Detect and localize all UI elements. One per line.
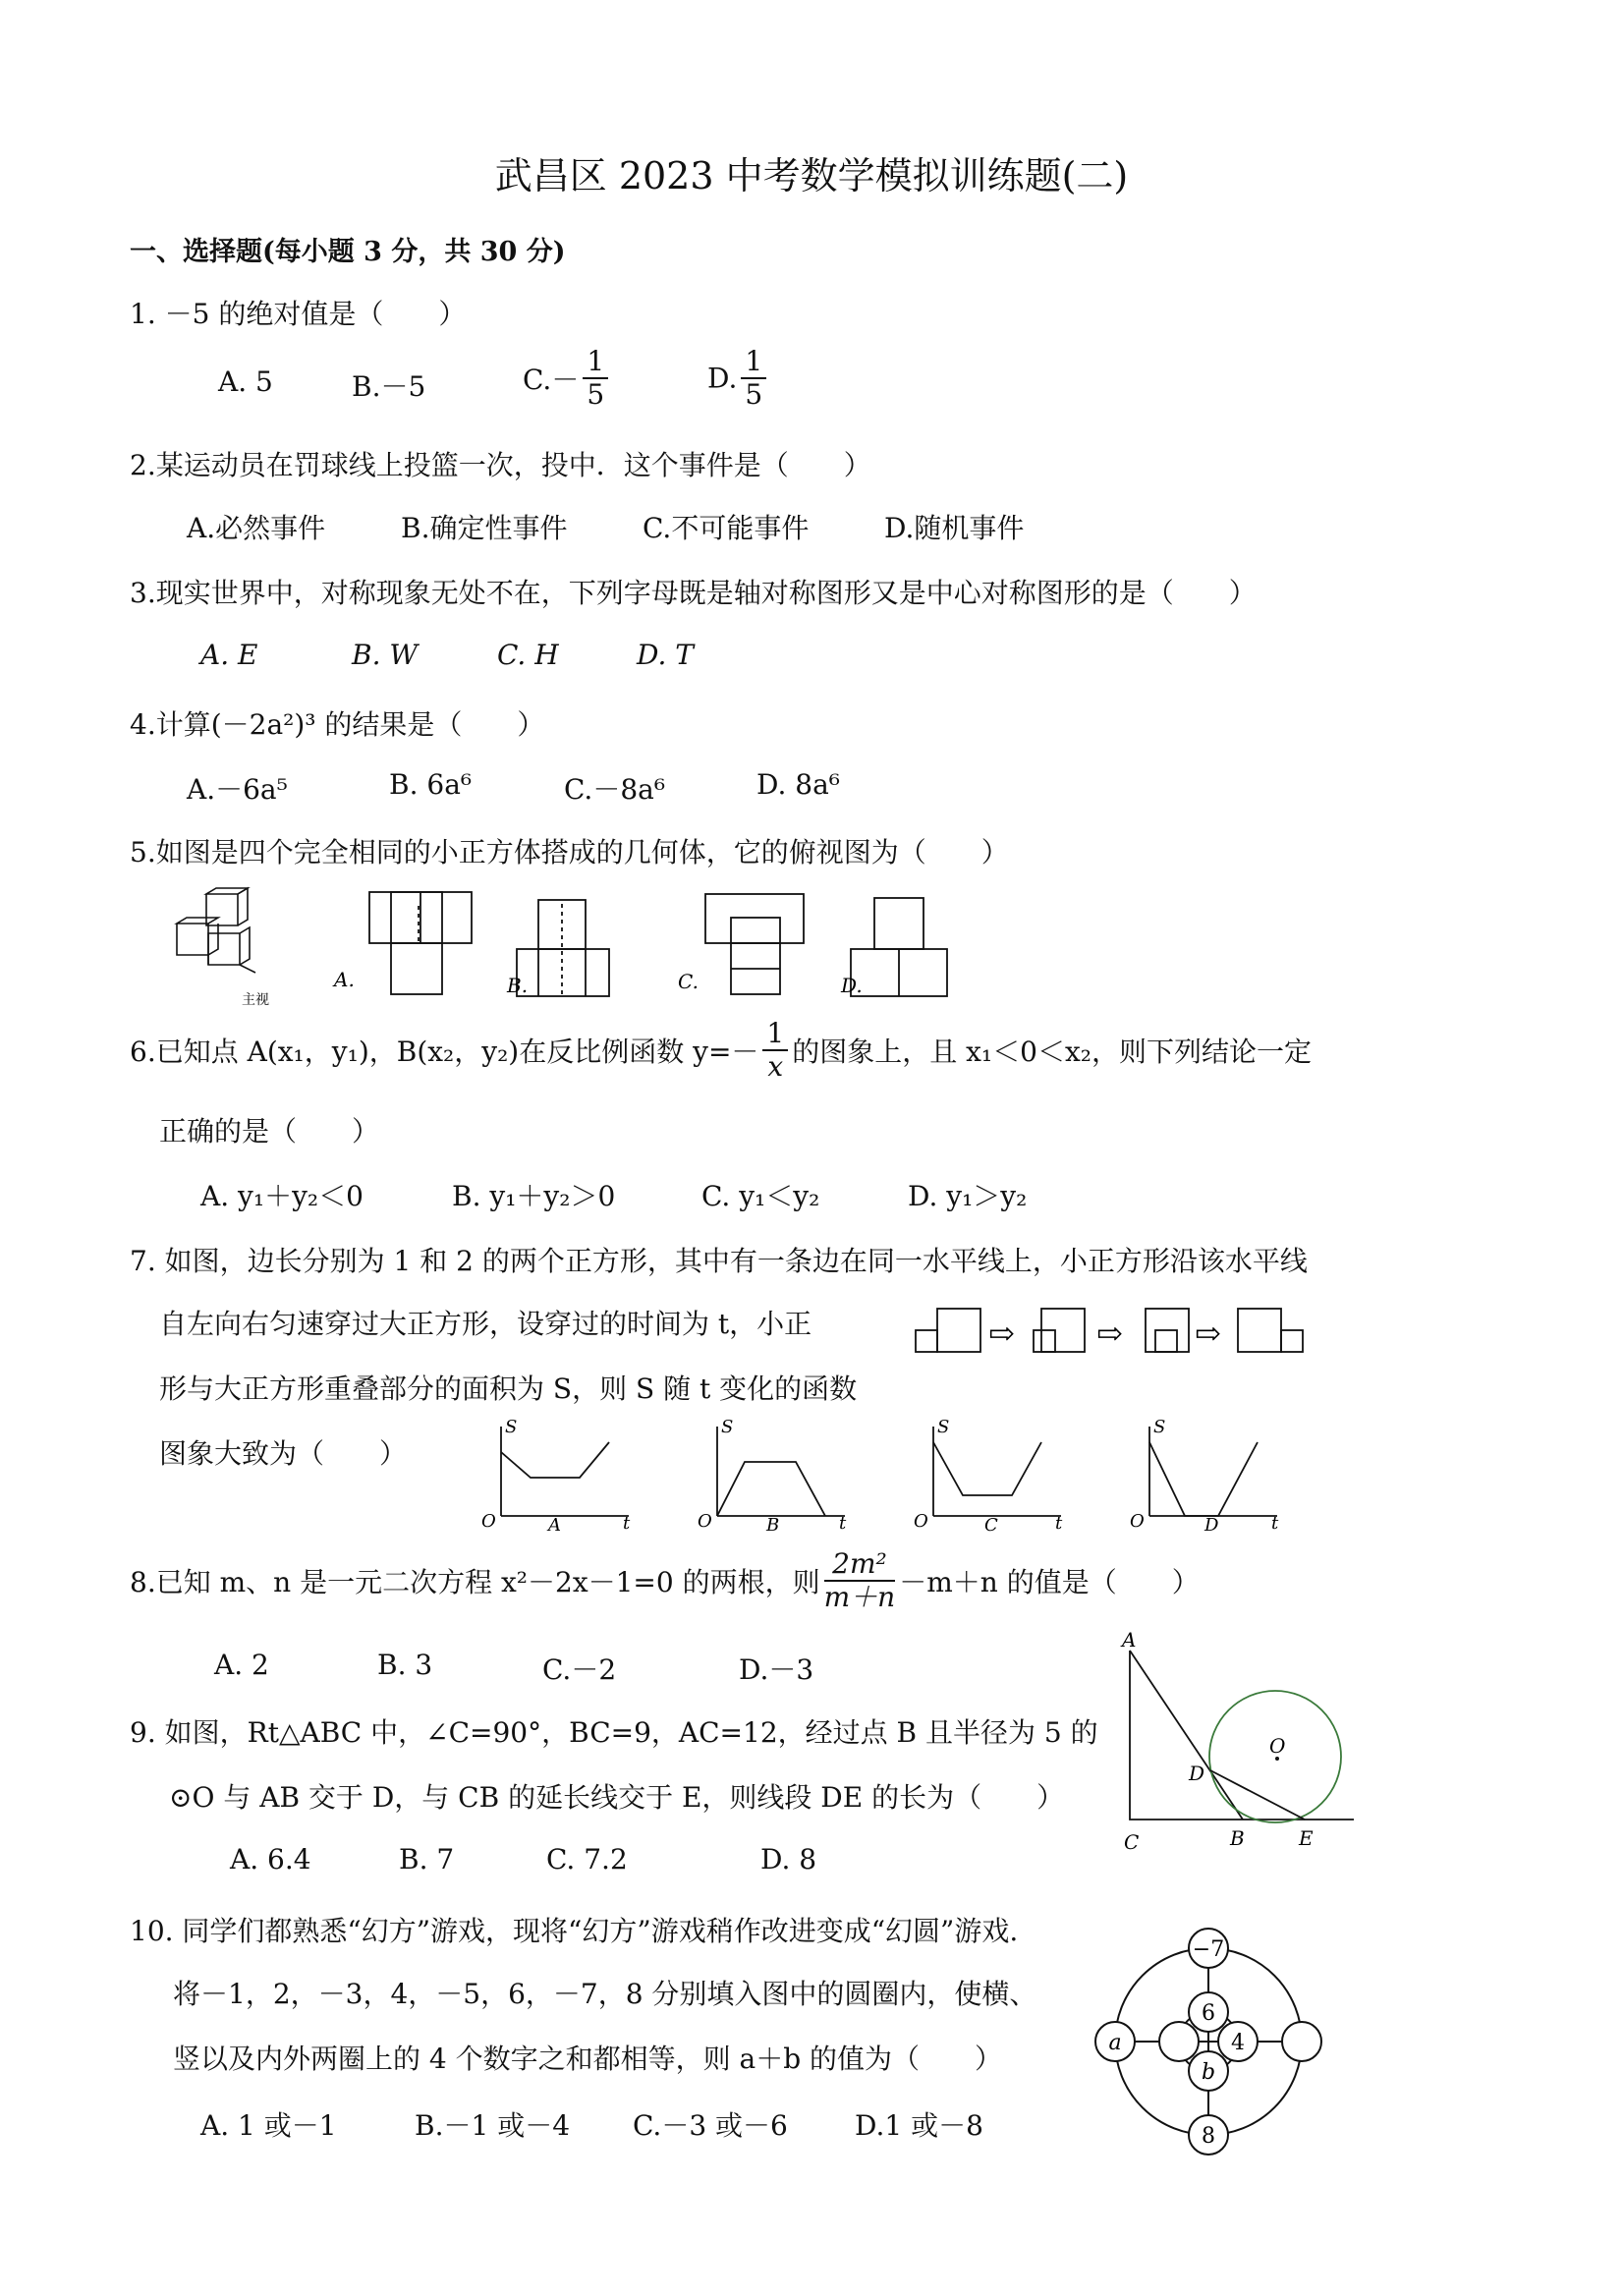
page-title: 武昌区 2023 中考数学模拟训练题(二) [494,154,1129,197]
arrow-icon: ⇨ [988,1315,1015,1352]
circle-inner-right-value: 4 [1231,2031,1245,2055]
section-heading: 一、选择题(每小题 3 分，共 30 分) [130,237,566,267]
question-10-line1: 10. 同学们都熟悉“幻方”游戏，现将“幻方”游戏稍作改进变成“幻圆”游戏. [130,1915,1019,1947]
question-7-line4: 图象大致为（ ） [159,1437,408,1470]
q3-option-c: C. H [497,639,559,671]
axis-s-label: S [505,1417,518,1437]
question-8-stem [130,1548,1200,1613]
question-9-line1: 9. 如图，Rt△ABC 中，∠C=90°，BC=9，AC=12，经过点 B 且半径为 5 的 [130,1716,1098,1749]
circle-left-value: a [1108,2031,1122,2055]
circle-inner-bottom-value: b [1201,2060,1216,2085]
q10-magic-circle-figure [1091,1924,1326,2159]
q3-option-b: B. W [352,639,419,671]
q9-option-d: D. 8 [760,1843,817,1876]
graph-label-c: C [984,1515,998,1536]
q9-figure [1081,1628,1375,1857]
fraction-numerator: 1 [583,346,608,379]
q2-option-b: B.确定性事件 [401,512,568,544]
q3-option-d: D. T [637,639,694,671]
q4-option-d: D. 8a⁶ [756,768,840,801]
fraction-numerator: 1 [762,1018,788,1051]
q8-option-a: A. 2 [214,1649,269,1681]
q1-option-c [523,346,612,411]
q6-option-c: C. y₁＜y₂ [701,1180,820,1212]
question-5-stem: 5.如图是四个完全相同的小正方体搭成的几何体，它的俯视图为（ ） [130,836,1009,868]
axis-s-label: S [937,1417,950,1437]
q1-option-a: A. 5 [218,365,273,398]
question-3-stem: 3.现实世界中，对称现象无处不在，下列字母既是轴对称图形又是中心对称图形的是（ ） [130,577,1257,609]
q8-option-d: D.－3 [739,1653,814,1686]
q2-option-a: A.必然事件 [187,512,326,544]
q1-option-d [707,346,770,411]
q4-option-b: B. 6a⁶ [389,768,473,801]
q5-view-label: 主视 [242,992,269,1008]
point-c-label: C [1124,1830,1140,1854]
question-10-line3: 竖以及内外两圈上的 4 个数字之和都相等，则 a＋b 的值为（ ） [173,2043,1003,2075]
arrow-icon: ⇨ [1096,1315,1123,1352]
point-a-label: A [1122,1628,1137,1652]
fraction-numerator: 1 [741,346,766,379]
q3-option-a: A. E [200,639,258,671]
q5-label-a: A. [334,968,355,991]
q5-figure [167,884,992,1012]
q5-option-a-drawing [369,892,472,994]
q10-option-d: D.1 或－8 [855,2109,983,2142]
point-o-label: O [1269,1734,1286,1758]
point-d-label: D [1189,1762,1205,1785]
q5-solid-drawing [177,888,255,973]
point-e-label: E [1299,1826,1314,1850]
fraction-denominator: x [767,1050,784,1084]
q1-option-c-prefix: C.－ [523,364,580,397]
q5-option-b-drawing [517,900,609,996]
axis-t-label: t [1271,1513,1279,1534]
origin-label: O [698,1511,712,1532]
question-6-stem-line2: 正确的是（ ） [159,1115,380,1148]
q6-option-a: A. y₁＋y₂＜0 [200,1180,364,1212]
q5-label-b: B. [507,974,529,997]
axis-t-label: t [623,1513,631,1534]
origin-label: O [1130,1511,1145,1532]
q8-option-b: B. 3 [377,1649,433,1681]
fraction-denominator: 5 [745,378,763,412]
question-1-stem: 1. －5 的绝对值是（ ） [130,298,467,330]
circle-inner-top-value: 6 [1202,2001,1215,2026]
question-7-line1: 7. 如图，边长分别为 1 和 2 的两个正方形，其中有一条边在同一水平线上，小正方形沿该水平线 [130,1245,1308,1277]
q1-option-d-prefix: D. [707,362,738,395]
q5-label-d: D. [841,974,863,997]
q5-label-c: C. [678,970,699,993]
q1-option-b: B.－5 [352,370,426,403]
circle-top-value: −7 [1192,1937,1225,1962]
axis-s-label: S [721,1417,734,1437]
q6-option-b: B. y₁＋y₂＞0 [452,1180,616,1212]
q1-fraction-d [741,346,766,411]
q7-squares-figure [914,1303,1316,1362]
q10-option-b: B.－1 或－4 [415,2109,571,2142]
q7-graphs [481,1413,1326,1536]
fraction-denominator: m＋n [823,1581,896,1614]
question-4-stem: 4.计算(－2a²)³ 的结果是（ ） [130,708,545,741]
axis-s-label: S [1153,1417,1166,1437]
q8-fraction [824,1548,896,1613]
circle-bottom-value: 8 [1202,2124,1215,2149]
q1-fraction-c [583,346,608,411]
q5-option-d-drawing [851,898,947,996]
q4-option-c: C.－8a⁶ [564,773,666,806]
q2-option-d: D.随机事件 [884,512,1025,544]
q6-fraction [762,1018,788,1083]
q9-option-b: B. 7 [399,1843,455,1876]
question-9-line2: ⊙O 与 AB 交于 D，与 CB 的延长线交于 E，则线段 DE 的长为（ ） [169,1781,1065,1814]
axis-t-label: t [839,1513,847,1534]
q10-option-a: A. 1 或－1 [200,2109,337,2142]
q10-option-c: C.－3 或－6 [633,2109,788,2142]
q9-option-a: A. 6.4 [230,1843,311,1876]
q9-option-c: C. 7.2 [546,1843,628,1876]
question-10-line2: 将－1，2，－3，4，－5，6，－7，8 分别填入图中的圆圈内，使横、 [173,1978,1037,2010]
q5-option-c-drawing [705,894,804,994]
question-7-line2: 自左向右匀速穿过大正方形，设穿过的时间为 t，小正 [159,1308,812,1340]
origin-label: O [914,1511,928,1532]
question-2-stem: 2.某运动员在罚球线上投篮一次，投中．这个事件是（ ） [130,449,871,481]
q6-option-d: D. y₁＞y₂ [908,1180,1028,1212]
q8-stem-pre: 8.已知 m、n 是一元二次方程 x²－2x－1=0 的两根，则 [130,1566,820,1599]
point-b-label: B [1230,1826,1245,1850]
origin-label: O [481,1511,496,1532]
q6-stem-post: 的图象上，且 x₁＜0＜x₂，则下列结论一定 [792,1036,1312,1069]
q2-option-c: C.不可能事件 [643,512,810,544]
question-7-line3: 形与大正方形重叠部分的面积为 S，则 S 随 t 变化的函数 [159,1372,858,1405]
q4-option-a: A.－6a⁵ [187,773,288,806]
graph-label-a: A [548,1515,561,1536]
graph-label-d: D [1204,1515,1219,1536]
q8-stem-post: －m＋n 的值是（ ） [899,1566,1200,1599]
fraction-numerator: 2m² [824,1548,896,1582]
graph-label-b: B [766,1515,780,1536]
q8-option-c: C.－2 [542,1653,617,1686]
q6-stem-pre: 6.已知点 A(x₁，y₁)，B(x₂，y₂)在反比例函数 y=－ [130,1036,759,1069]
question-6-stem [130,1018,1312,1083]
arrow-icon: ⇨ [1195,1315,1221,1352]
fraction-denominator: 5 [587,378,605,412]
axis-t-label: t [1055,1513,1063,1534]
